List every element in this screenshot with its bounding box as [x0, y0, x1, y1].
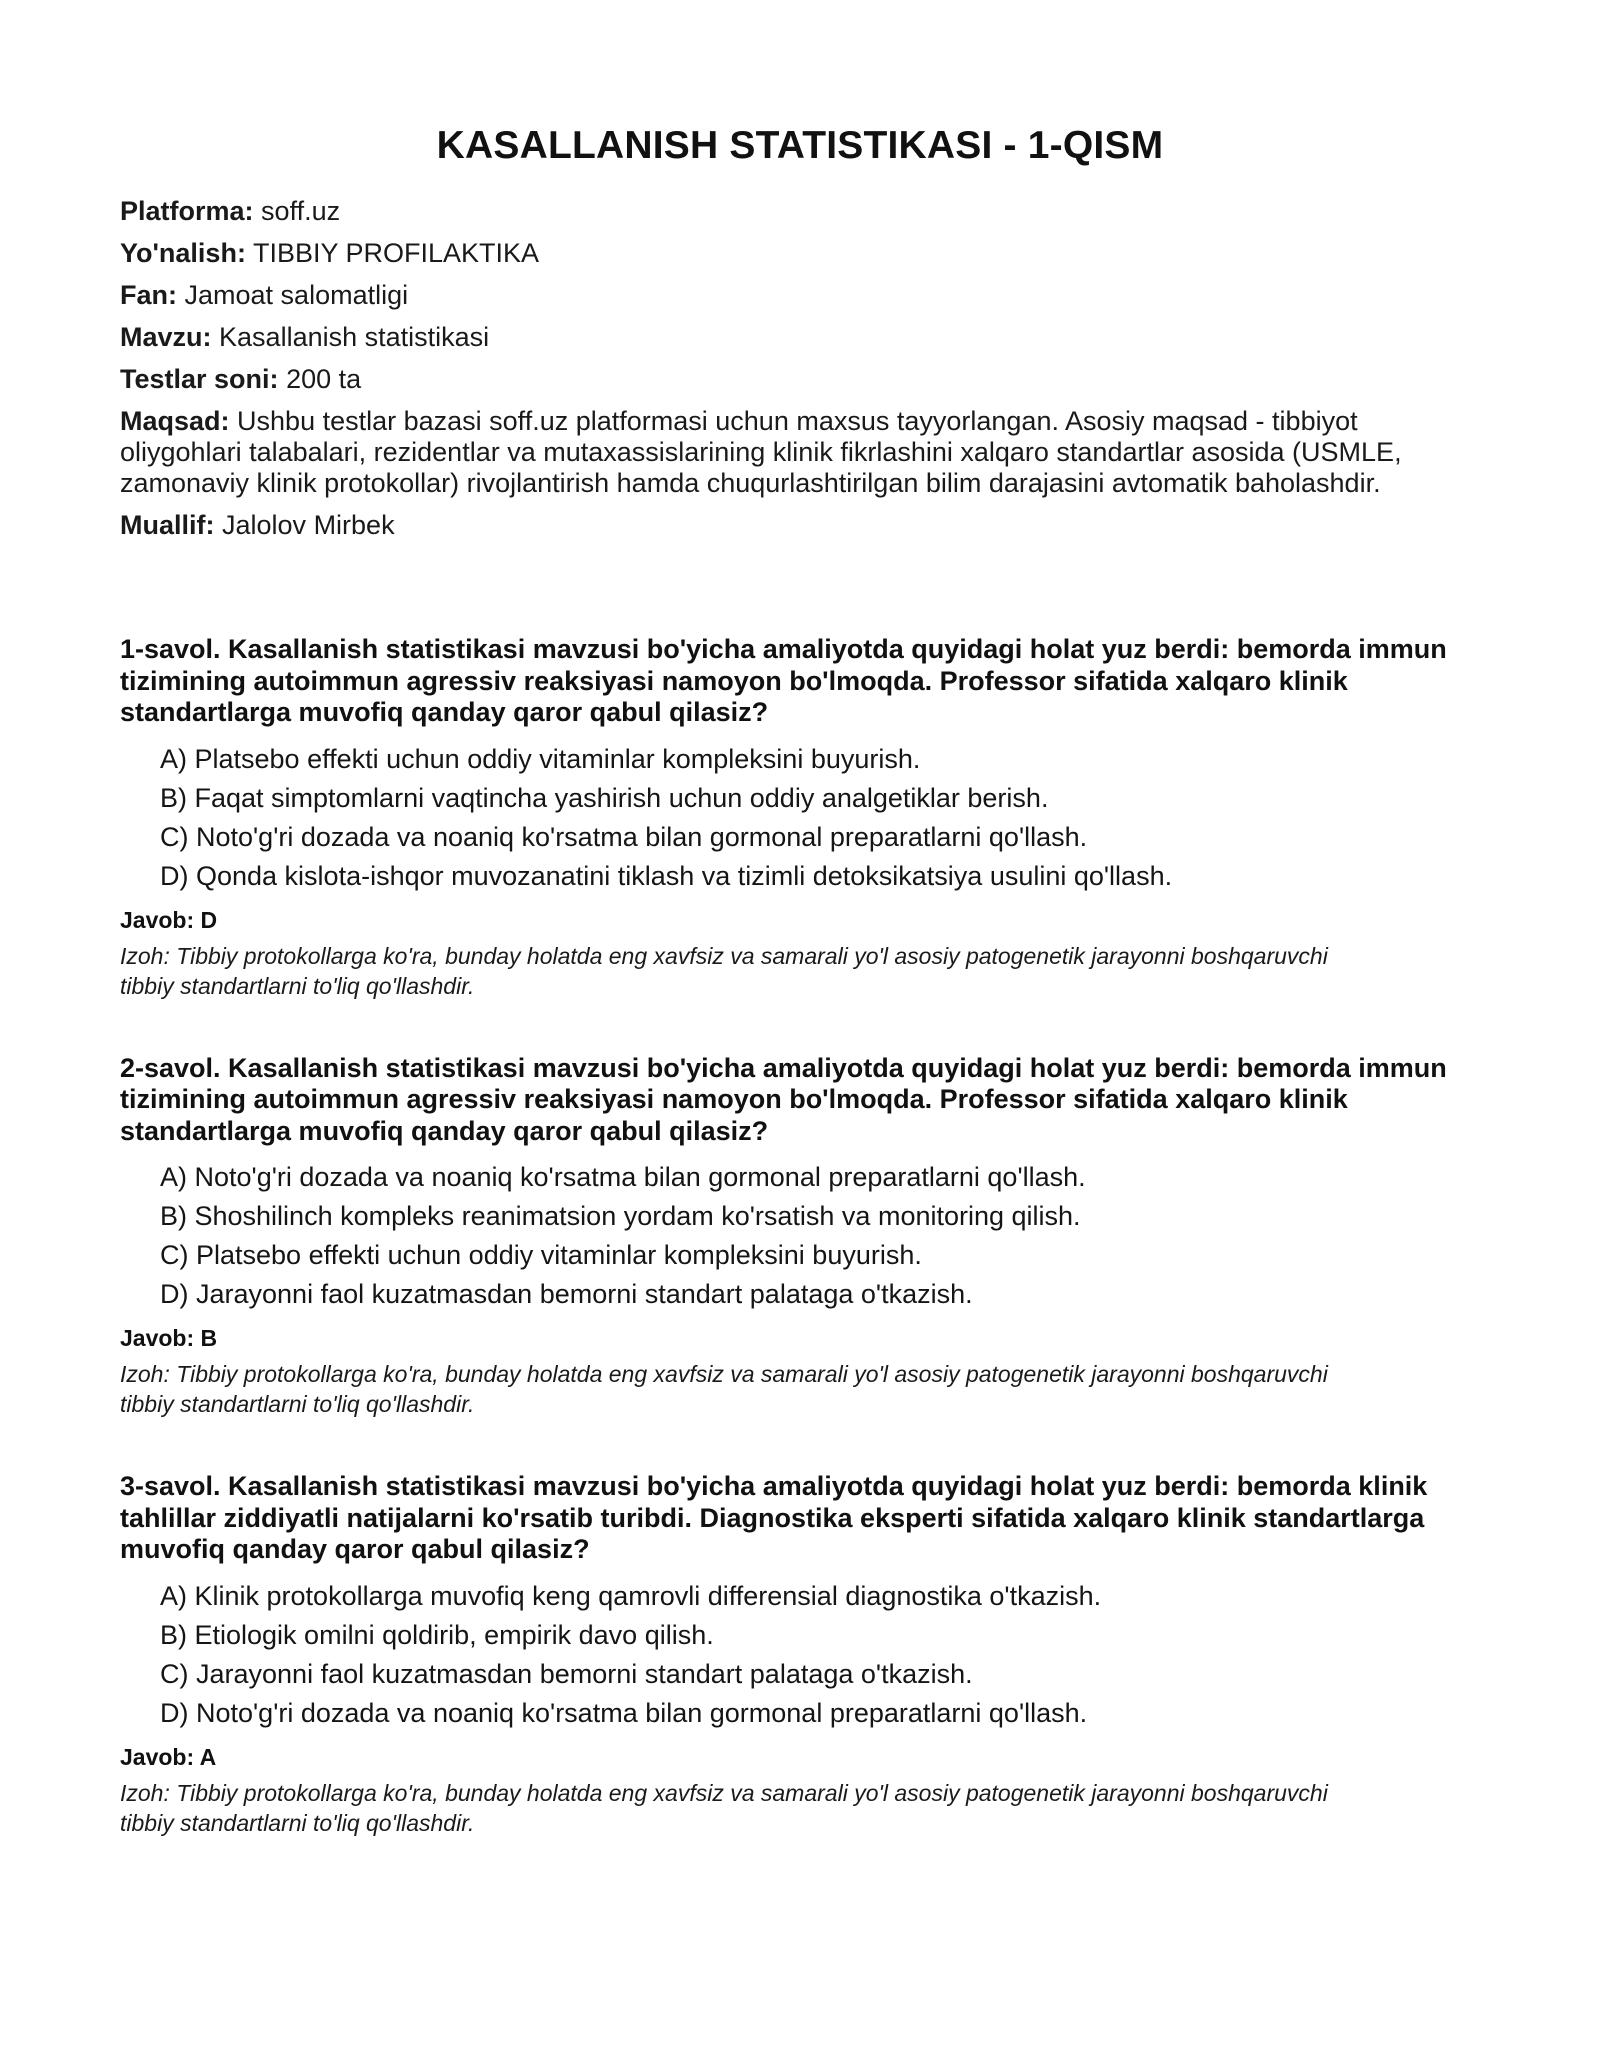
option-d: D) Qonda kislota-ishqor muvozanatini tiklash va tizimli detoksikatsiya usulini qo'llash.: [160, 860, 1173, 891]
option-a: A) Klinik protokollarga muvofiq keng qamrovli differensial diagnostika o'tkazish.: [160, 1580, 1102, 1611]
question-3: [120, 1471, 1480, 1838]
document-page: [120, 118, 1480, 1890]
answer-options: [120, 744, 1480, 892]
option-c: C) Jarayonni faol kuzatmasdan bemorni standart palataga o'tkazish.: [160, 1658, 973, 1689]
meta-label: Fan:: [120, 280, 177, 310]
answer-explanation: Izoh: Tibbiy protokollarga ko'ra, bunday holatda eng xavfsiz va samarali yo'l asosiy patogenetik jarayonni boshqaruvchi tibbiy standartlarni to'liq qo'llashdir.: [120, 1779, 1328, 1836]
answer-options: [120, 1162, 1480, 1310]
meta-value: soff.uz: [261, 196, 341, 226]
document-metadata: [120, 196, 1480, 541]
option-b: B) Faqat simptomlarni vaqtincha yashirish uchun oddiy analgetiklar berish.: [160, 782, 1049, 813]
question-text: 3-savol. Kasallanish statistikasi mavzusi bo'yicha amaliyotda quyidagi holat yuz berdi: bemorda klinik tahlillar ziddiyatli natijalarni ko'rsatib turibdi. Diagnostika eksperti sifatida xalqaro klinik standartlarga muvofiq qanday qaror qabul qilasiz?: [120, 1471, 1428, 1564]
meta-platform: [120, 196, 1480, 227]
meta-value: Ushbu testlar bazasi soff.uz platformasi uchun maxsus tayyorlangan. Asosiy maqsad - tibbiyot oliygohlari talabalari, rezidentlar va mutaxassislarining klinik fikrlashini xalqaro standartlar asosida (USMLE, zamonaviy klinik protokollar) rivojlantirish hamda chuqurlashtirilgan bilim darajasini avtomatik baholashdir.: [120, 406, 1402, 498]
meta-purpose: [120, 406, 1460, 499]
option-c: C) Platsebo effekti uchun oddiy vitaminlar kompleksini buyurish.: [160, 1240, 922, 1270]
option-b: B) Shoshilinch kompleks reanimatsion yordam ko'rsatish va monitoring qilish.: [160, 1201, 1081, 1231]
option-b: B) Etiologik omilni qoldirib, empirik davo qilish.: [160, 1619, 714, 1650]
question-2: [120, 1053, 1480, 1420]
option-a: A) Platsebo effekti uchun oddiy vitaminlar kompleksini buyurish.: [160, 743, 921, 774]
meta-label: Platforma:: [120, 196, 254, 226]
correct-answer: Javob: B: [120, 1325, 218, 1351]
meta-test-count: [120, 364, 1480, 395]
option-d: D) Noto'g'ri dozada va noaniq ko'rsatma bilan gormonal preparatlarni qo'llash.: [160, 1697, 1088, 1728]
option-a: A) Noto'g'ri dozada va noaniq ko'rsatma bilan gormonal preparatlarni qo'llash.: [160, 1162, 1086, 1192]
meta-value: 200 ta: [286, 364, 362, 394]
option-c: C) Noto'g'ri dozada va noaniq ko'rsatma bilan gormonal preparatlarni qo'llash.: [160, 821, 1088, 852]
document-title: KASALLANISH STATISTIKASI - 1-QISM: [436, 124, 1164, 167]
meta-label: Testlar soni:: [120, 364, 279, 394]
question-text: 1-savol. Kasallanish statistikasi mavzusi bo'yicha amaliyotda quyidagi holat yuz berdi: bemorda immun tizimining autoimmun agressiv reaksiyasi namoyon bo'lmoqda. Professor sifatida xalqaro klinik standartlarga muvofiq qanday qaror qabul qilasiz?: [120, 634, 1447, 727]
answer-explanation: Izoh: Tibbiy protokollarga ko'ra, bunday holatda eng xavfsiz va samarali yo'l asosiy patogenetik jarayonni boshqaruvchi tibbiy standartlarni to'liq qo'llashdir.: [120, 1361, 1328, 1417]
correct-answer: Javob: A: [120, 1743, 217, 1770]
meta-direction: [120, 238, 1480, 269]
answer-explanation: Izoh: Tibbiy protokollarga ko'ra, bunday holatda eng xavfsiz va samarali yo'l asosiy patogenetik jarayonni boshqaruvchi tibbiy standartlarni to'liq qo'llashdir.: [120, 942, 1328, 999]
question-1: [120, 634, 1480, 1001]
meta-value: Kasallanish statistikasi: [219, 322, 490, 352]
meta-author: [120, 510, 1480, 541]
option-d: D) Jarayonni faol kuzatmasdan bemorni standart palataga o'tkazish.: [160, 1279, 973, 1309]
meta-topic: [120, 322, 1480, 353]
meta-label: Mavzu:: [120, 322, 212, 352]
meta-label: Yo'nalish:: [120, 238, 246, 268]
meta-value: TIBBIY PROFILAKTIKA: [252, 238, 540, 268]
question-text: 2-savol. Kasallanish statistikasi mavzusi bo'yicha amaliyotda quyidagi holat yuz berdi: bemorda immun tizimining autoimmun agressiv reaksiyasi namoyon bo'lmoqda. Professor sifatida xalqaro klinik standartlarga muvofiq qanday qaror qabul qilasiz?: [120, 1052, 1447, 1146]
meta-label: Maqsad:: [120, 406, 230, 436]
answer-options: [120, 1581, 1480, 1729]
correct-answer: Javob: D: [120, 906, 218, 933]
meta-value: Jamoat salomatligi: [184, 280, 409, 310]
meta-subject: [120, 280, 1480, 311]
meta-label: Muallif:: [120, 510, 215, 540]
question-list: [120, 634, 1480, 1838]
meta-value: Jalolov Mirbek: [222, 510, 395, 540]
